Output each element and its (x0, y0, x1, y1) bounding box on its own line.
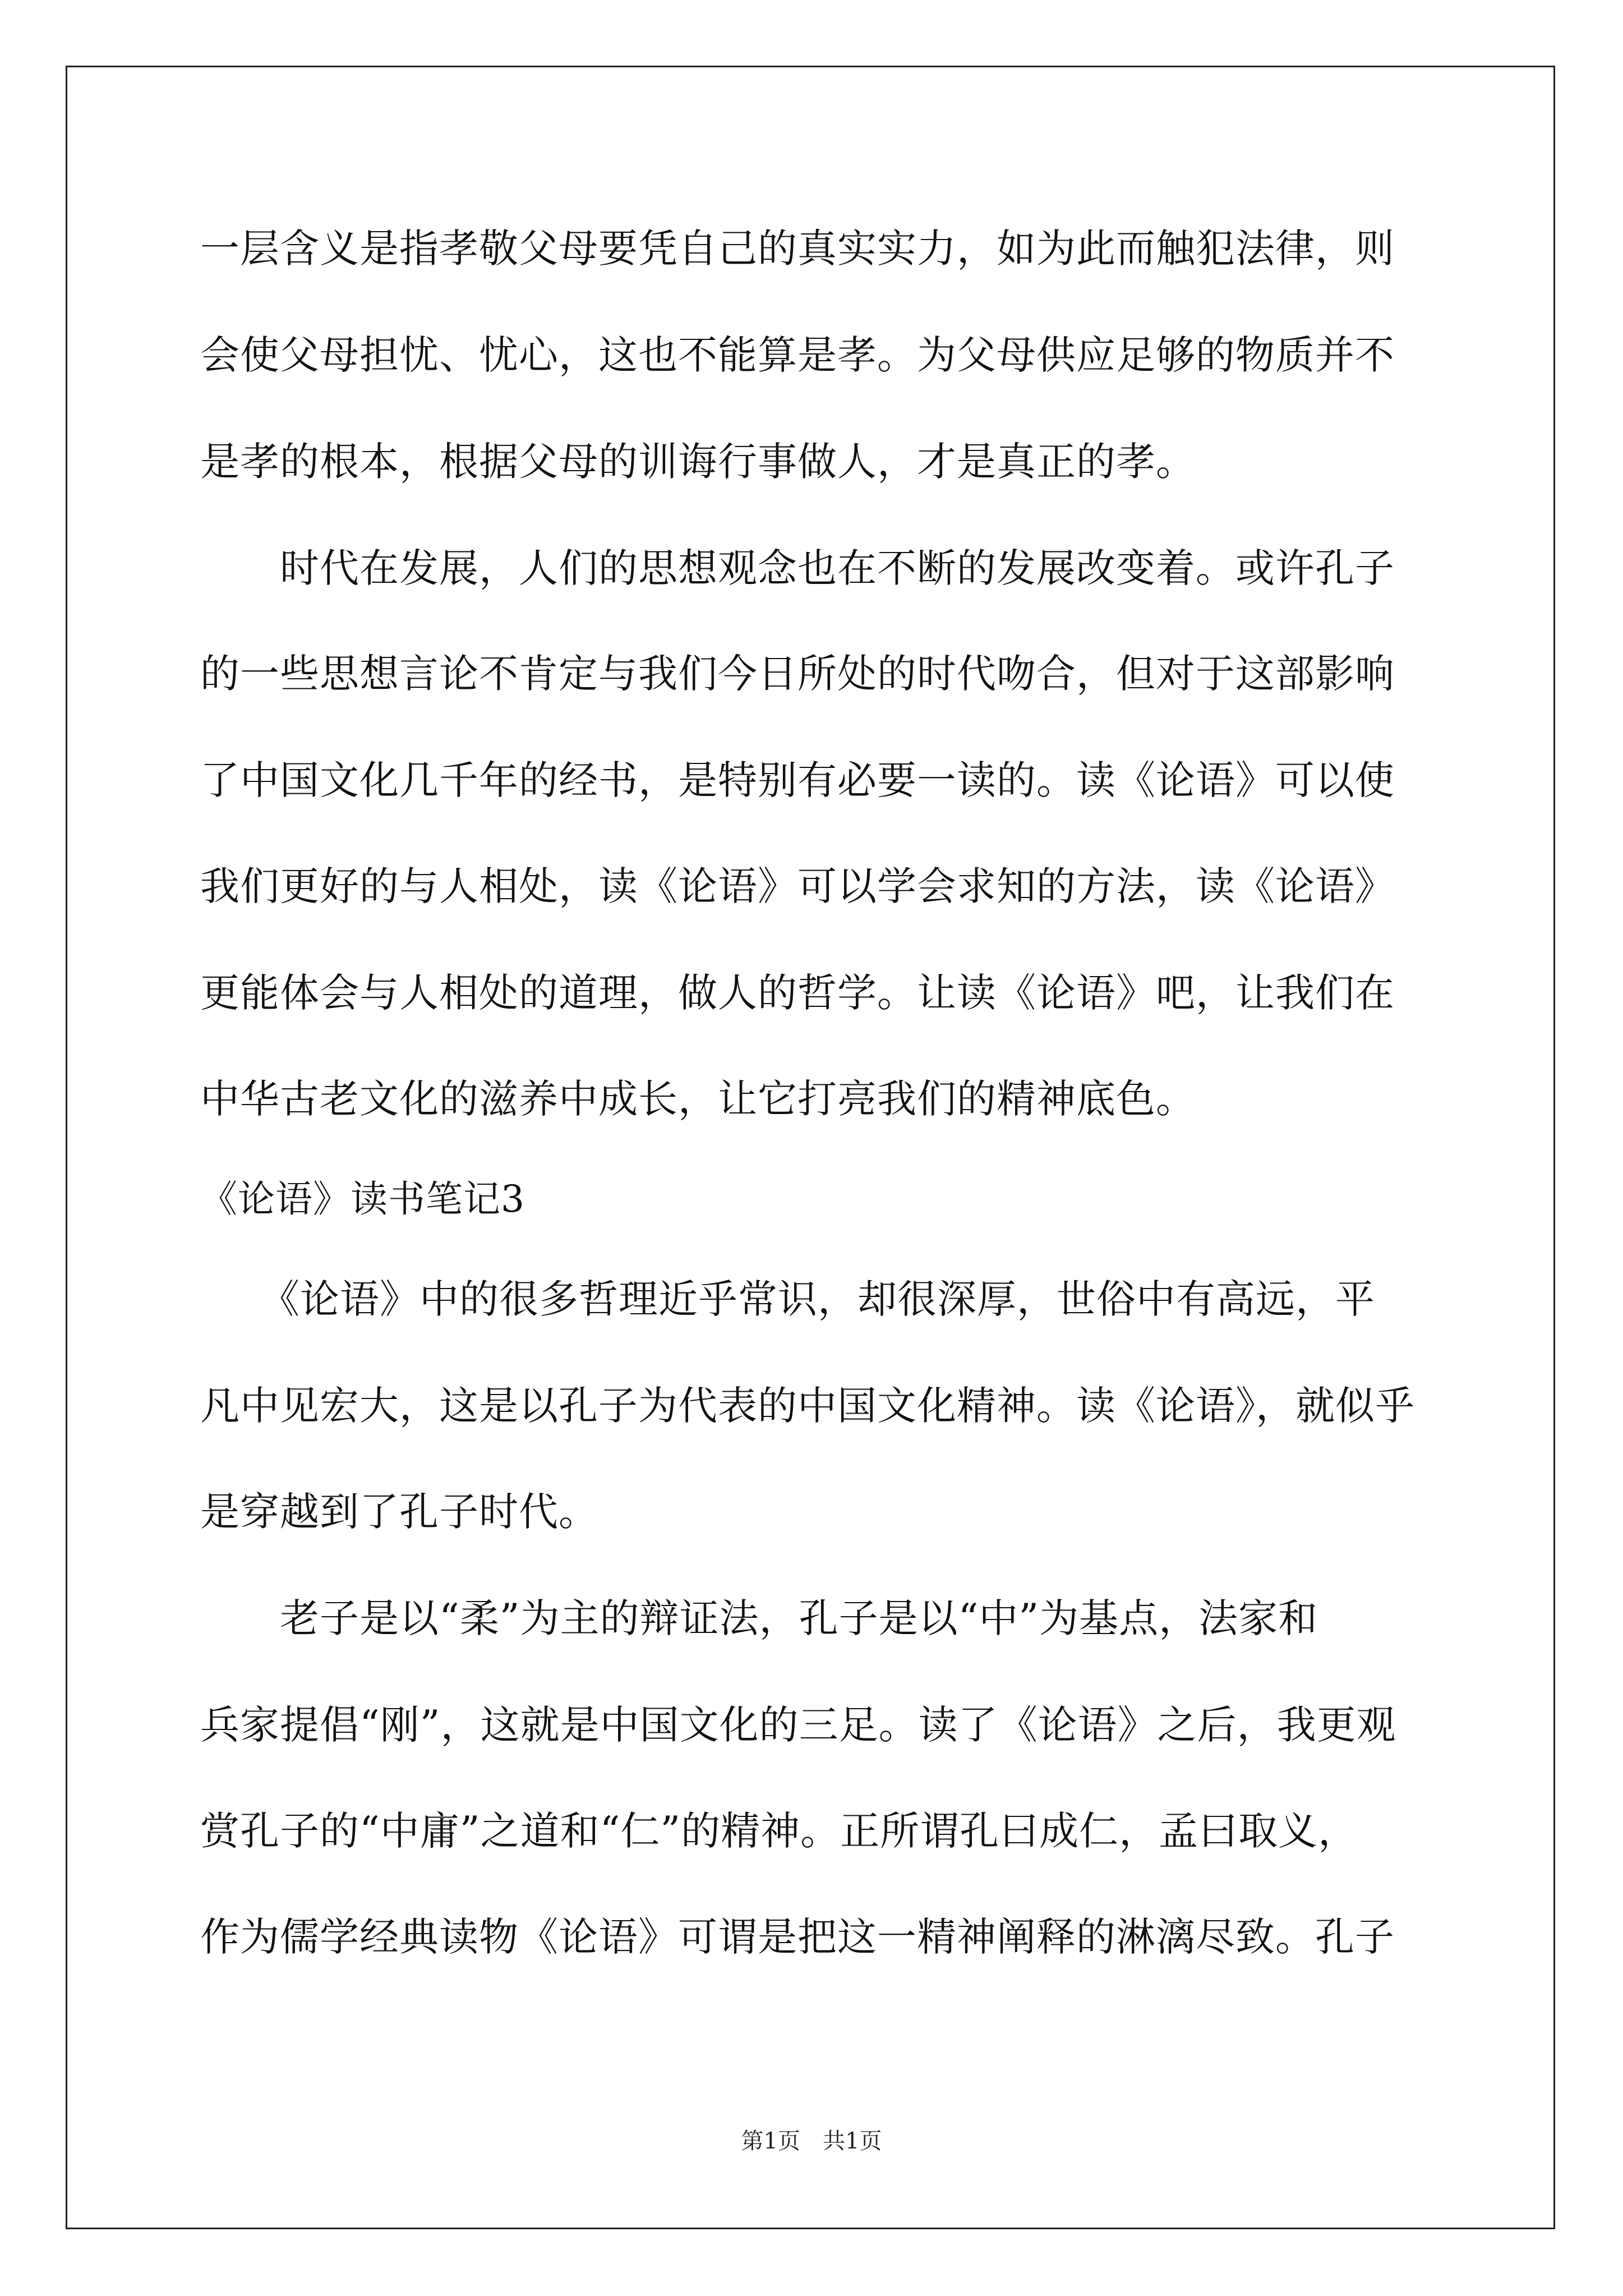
text-line: 作为儒学经典读物《论语》可谓是把这一精神阐释的淋漓尽致。孔子 (200, 1914, 1395, 1960)
page-border (66, 66, 1555, 2229)
text-line: 兵家提倡“刚”，这就是中国文化的三足。读了《论语》之后，我更观 (200, 1702, 1396, 1748)
section-heading: 《论语》读书笔记3 (200, 1177, 525, 1221)
text-line: 更能体会与人相处的道理，做人的哲学。让读《论语》吧，让我们在 (200, 970, 1395, 1016)
text-line: 中华古老文化的滋养中成长，让它打亮我们的精神底色。 (200, 1076, 1196, 1122)
text-line: 一层含义是指孝敬父母要凭自己的真实实力，如为此而触犯法律，则 (200, 226, 1395, 272)
text-line: 老子是以“柔”为主的辩证法，孔子是以“中”为基点，法家和 (200, 1595, 1318, 1641)
text-line: 我们更好的与人相处，读《论语》可以学会求知的方法，读《论语》 (200, 863, 1395, 909)
text-line: 的一些思想言论不肯定与我们今日所处的时代吻合，但对于这部影响 (200, 651, 1395, 697)
text-line: 是穿越到了孔子时代。 (200, 1489, 598, 1535)
text-line: 是孝的根本，根据父母的训诲行事做人，才是真正的孝。 (200, 439, 1196, 485)
text-line: 会使父母担忧、忧心，这也不能算是孝。为父母供应足够的物质并不 (200, 332, 1395, 378)
page-footer: 第1页 共1页 (741, 2128, 882, 2154)
text-line: 赏孔子的“中庸”之道和“仁”的精神。正所谓孔曰成仁，孟曰取义， (200, 1808, 1358, 1854)
text-line: 时代在发展，人们的思想观念也在不断的发展改变着。或许孔子 (200, 545, 1395, 591)
text-line: 《论语》中的很多哲理近乎常识，却很深厚，世俗中有高远，平 (200, 1276, 1375, 1322)
text-line: 了中国文化几千年的经书，是特别有必要一读的。读《论语》可以使 (200, 757, 1395, 803)
text-line: 凡中见宏大，这是以孔子为代表的中国文化精神。读《论语》，就似乎 (200, 1383, 1415, 1429)
